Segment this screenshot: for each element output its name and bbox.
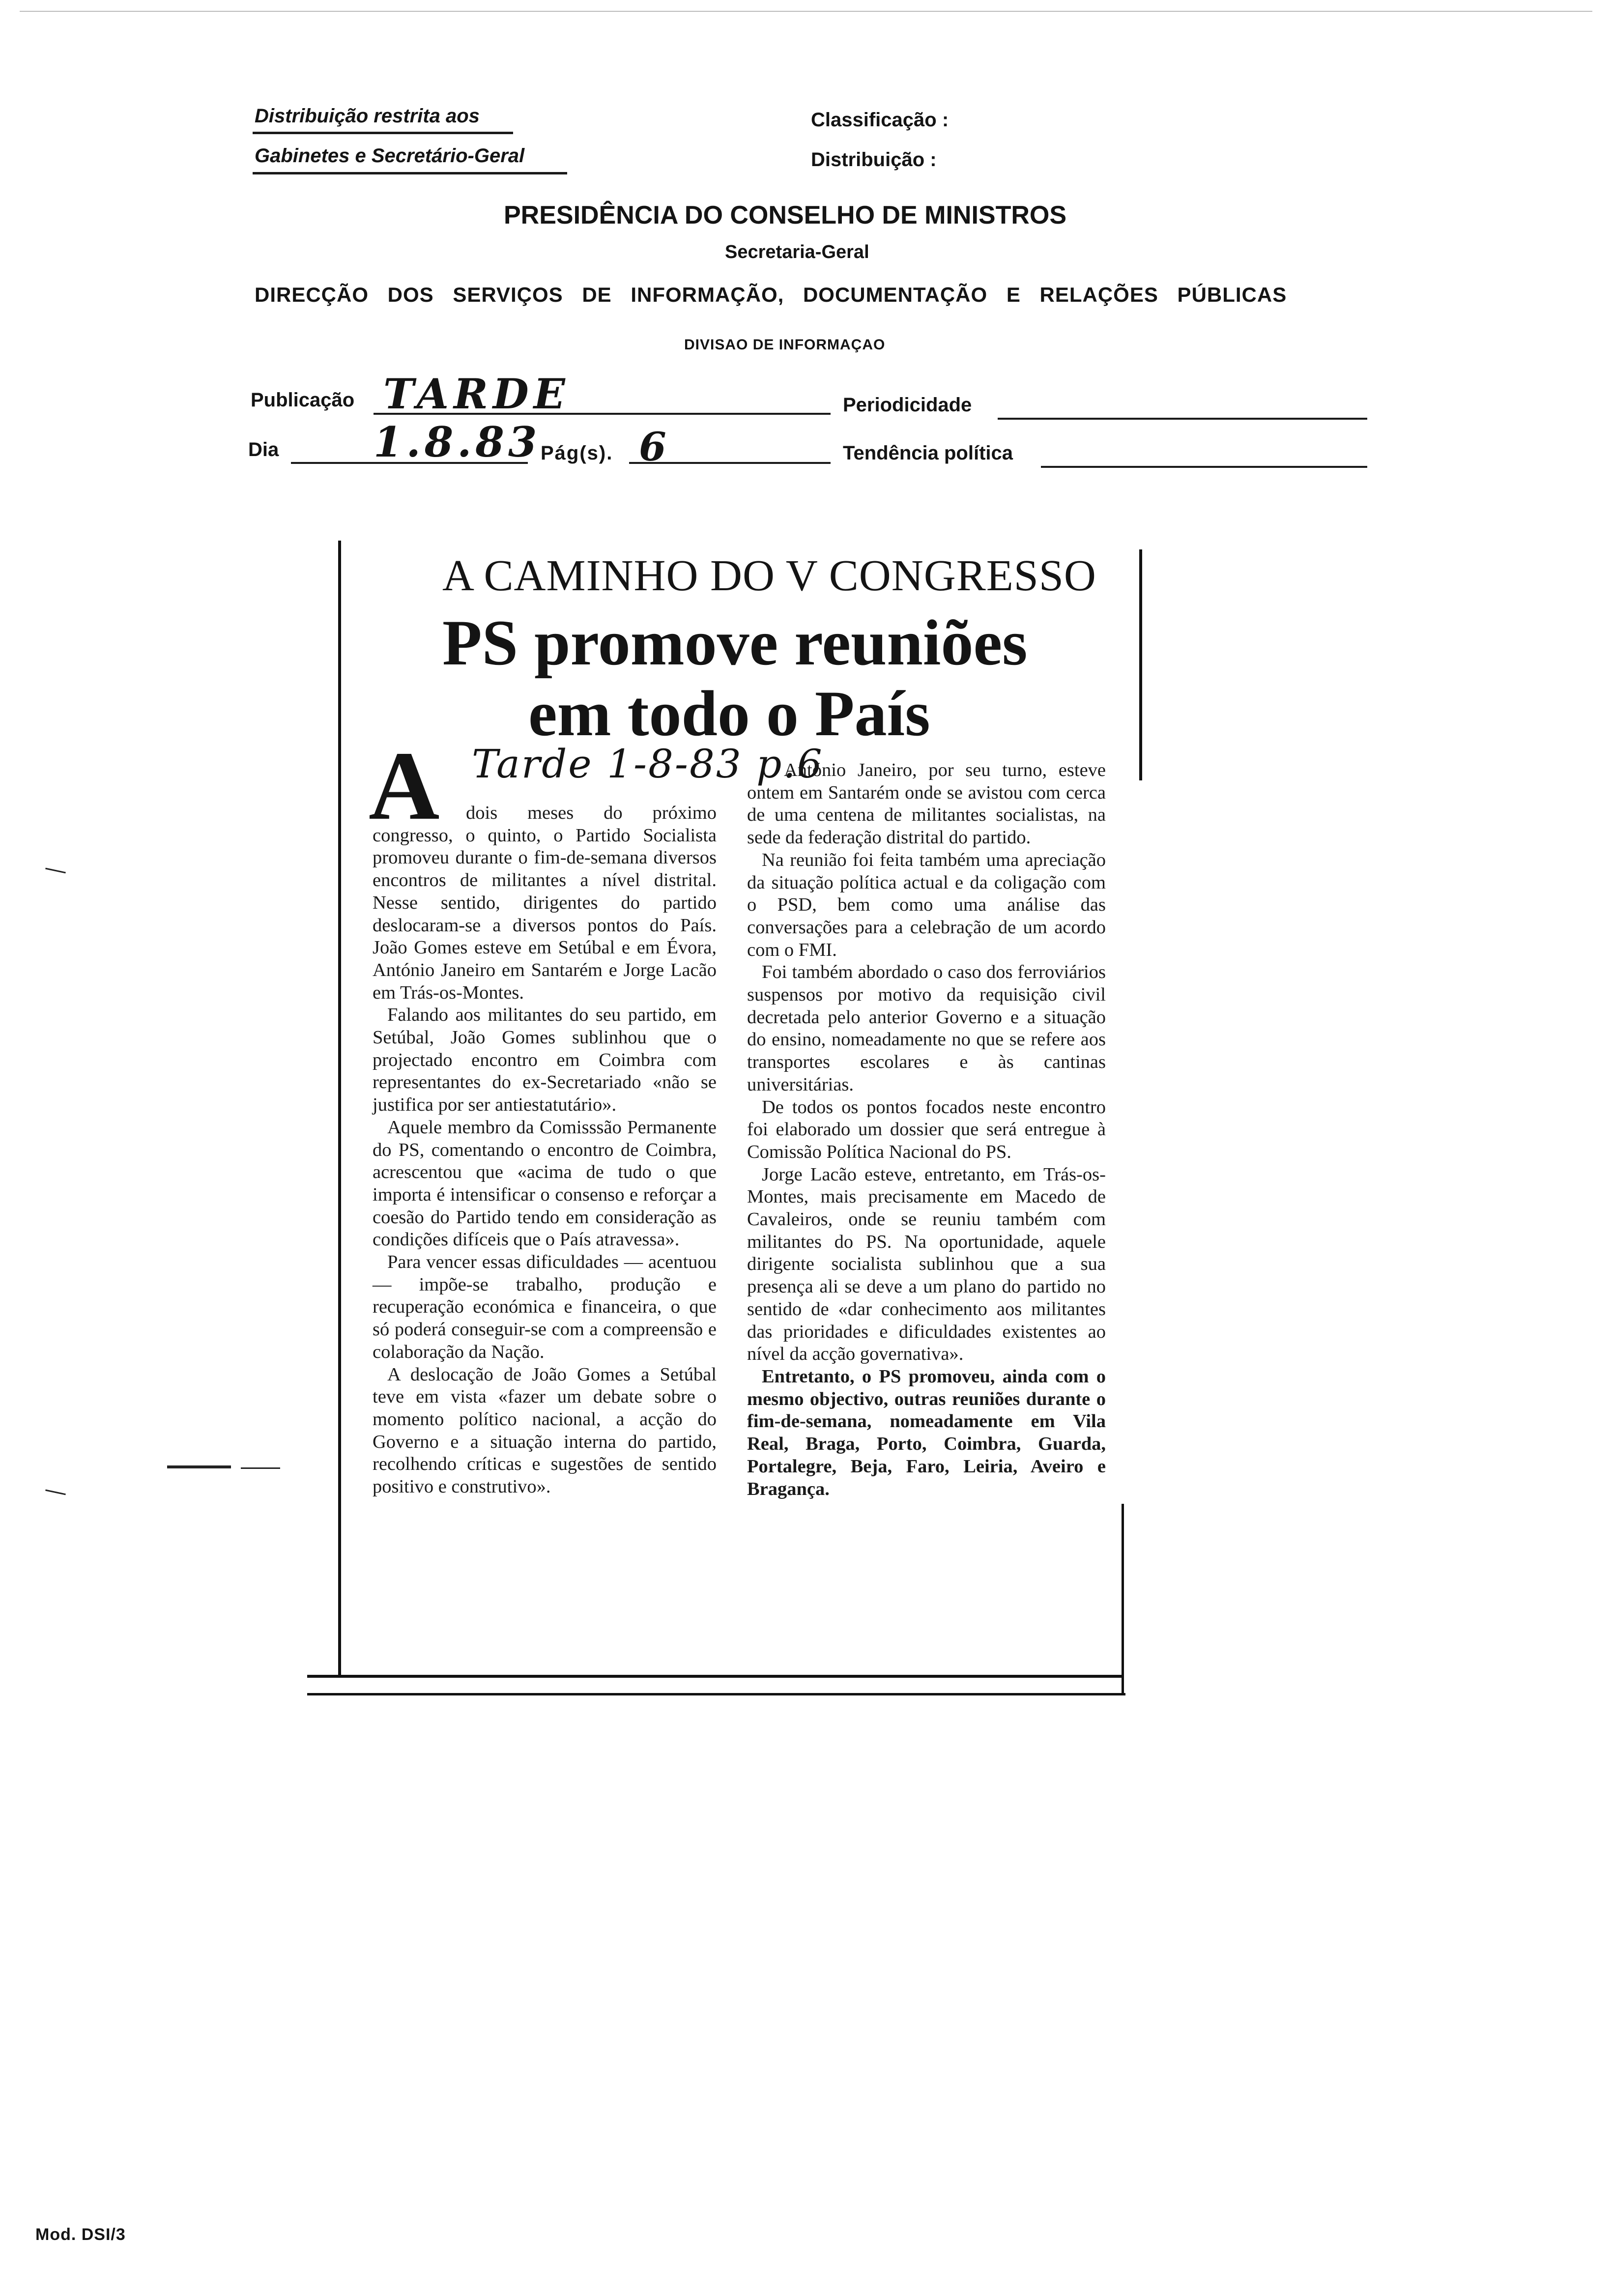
article-column-1 — [373, 802, 717, 1498]
distribuicao-label: Distribuição : — [811, 149, 937, 171]
col2-paragraph-4: De todos os pontos focados neste encontro foi elaborado um dossier que será entregue à Comissão Política Nacional do PS. — [747, 1096, 1106, 1162]
restriction-line-1: Distribuição restrita aos — [255, 105, 480, 127]
article-kicker: A CAMINHO DO V CONGRESSO — [442, 551, 1096, 600]
article-title-line-1: PS promove reuniões — [442, 606, 1028, 679]
scan-mark-top — [20, 11, 1592, 12]
col1-paragraph-3: Aquele membro da Comisssão Permanente do PS, comentando o encontro de Coimbra, acrescentou que «acima de tudo o que importa é intensificar o consenso e reforçar a coesão do Partido tendo em consideração as condições difíceis que o País atravessa». — [373, 1117, 717, 1250]
col2-paragraph-5: Jorge Lacão esteve, entretanto, em Trás-os-Montes, mais precisamente em Macedo de Cavaleiros, onde se reuniu também com militantes do PS. Na oportunidade, aquele dirigente socialista sublinhou que a sua presença ali se deve a um plano do partido no sentido de «dar conhecimento aos militantes das prioridades e dificuldades existentes ao nível da acção governativa». — [747, 1164, 1106, 1365]
restriction-underline-1 — [253, 132, 513, 134]
secretaria-geral: Secretaria-Geral — [725, 242, 869, 262]
divisao-line: DIVISAO DE INFORMAÇAO — [684, 337, 886, 353]
scan-mark-left-2 — [167, 1465, 231, 1468]
col2-paragraph-1: António Janeiro, por seu turno, esteve ontem em Santarém onde se avistou com cerca de uma centena de militantes socialistas, na sede da federação distrital do partido. — [747, 760, 1106, 848]
tendencia-line — [1041, 466, 1367, 468]
handwritten-source-note: Tarde 1-8-83 p.6 — [472, 741, 824, 787]
scan-mark-left-4 — [45, 1490, 66, 1495]
restriction-line-2: Gabinetes e Secretário-Geral — [255, 145, 525, 167]
restriction-underline-2 — [253, 172, 567, 174]
presidency-title: PRESIDÊNCIA DO CONSELHO DE MINISTROS — [504, 201, 1067, 230]
clipping-right-border-lower — [1122, 1504, 1124, 1695]
scan-mark-left-1 — [45, 868, 66, 874]
col1-paragraph-2: Falando aos militantes do seu partido, em Setúbal, João Gomes sublinhou que o projectado encontro em Coimbra com representantes do ex-Secretariado «não se justifica por ser antiestatutário». — [373, 1004, 717, 1116]
dia-handwritten: 1.8.83 — [374, 418, 541, 466]
clipping-right-border — [1139, 549, 1142, 780]
periodicidade-label: Periodicidade — [843, 394, 972, 416]
publicacao-handwritten: TARDE — [383, 370, 570, 418]
pags-handwritten: 6 — [639, 424, 666, 470]
direccao-line: DIRECÇÃO DOS SERVIÇOS DE INFORMAÇÃO, DOCUMENTAÇÃO E RELAÇÕES PÚBLICAS — [255, 283, 1287, 306]
clipping-left-border — [338, 541, 341, 1676]
publicacao-label: Publicação — [251, 389, 355, 411]
col2-paragraph-6: Entretanto, o PS promoveu, ainda com o mesmo objectivo, outras reuniões durante o fim-de-semana, nomeadamente em Vila Real, Braga, Porto, Coimbra, Guarda, Portalegre, Beja, Faro, Leiria, Aveiro e Bragança. — [747, 1366, 1106, 1499]
col2-paragraph-3: Foi também abordado o caso dos ferroviários suspensos por motivo da requisição civil decretada pelo anterior Governo e a situação do ensino, nomeadamente no que se refere aos transportes escolares e às cantinas universitárias. — [747, 962, 1106, 1095]
col1-paragraph-4: Para vencer essas dificuldades — acentuou — impõe-se trabalho, produção e recuperação económica e financeira, o que só poderá conseguir-se com a compreensão e colaboração da Nação. — [373, 1252, 717, 1362]
model-code: Mod. DSI/3 — [35, 2225, 126, 2244]
scan-mark-left-3 — [241, 1467, 280, 1469]
dia-label: Dia — [248, 439, 279, 460]
col1-paragraph-5: A deslocação de João Gomes a Setúbal teve em vista «fazer um debate sobre o momento político nacional, a acção do Governo e a situação interna do partido, recolhendo críticas e sugestões de sentido positivo e construtivo». — [373, 1364, 717, 1497]
col1-paragraph-1: dois meses do próximo congresso, o quinto, o Partido Socialista promoveu durante o fim-de-semana diversos encontros de militantes a nível distrital. Nesse sentido, dirigentes do partido deslocaram-se a diversos pontos do País. João Gomes esteve em Setúbal e em Évora, António Janeiro em Santarém e Jorge Lacão em Trás-os-Montes. — [373, 803, 717, 1003]
pags-label: Pág(s). — [541, 442, 613, 464]
tendencia-label: Tendência política — [843, 442, 1013, 464]
col2-paragraph-2: Na reunião foi feita também uma apreciação da situação política actual e da coligação com o PSD, bem como uma análise das conversações para a celebração de um acordo com o FMI. — [747, 849, 1106, 960]
clipping-bottom-border — [307, 1675, 1123, 1678]
clipping-bottom-border-2 — [307, 1693, 1125, 1695]
article-title-line-2: em todo o País — [528, 677, 930, 749]
classificacao-label: Classificação : — [811, 109, 949, 131]
drop-cap: A — [369, 732, 440, 840]
periodicidade-line — [998, 418, 1367, 420]
article-column-2 — [747, 759, 1106, 1500]
